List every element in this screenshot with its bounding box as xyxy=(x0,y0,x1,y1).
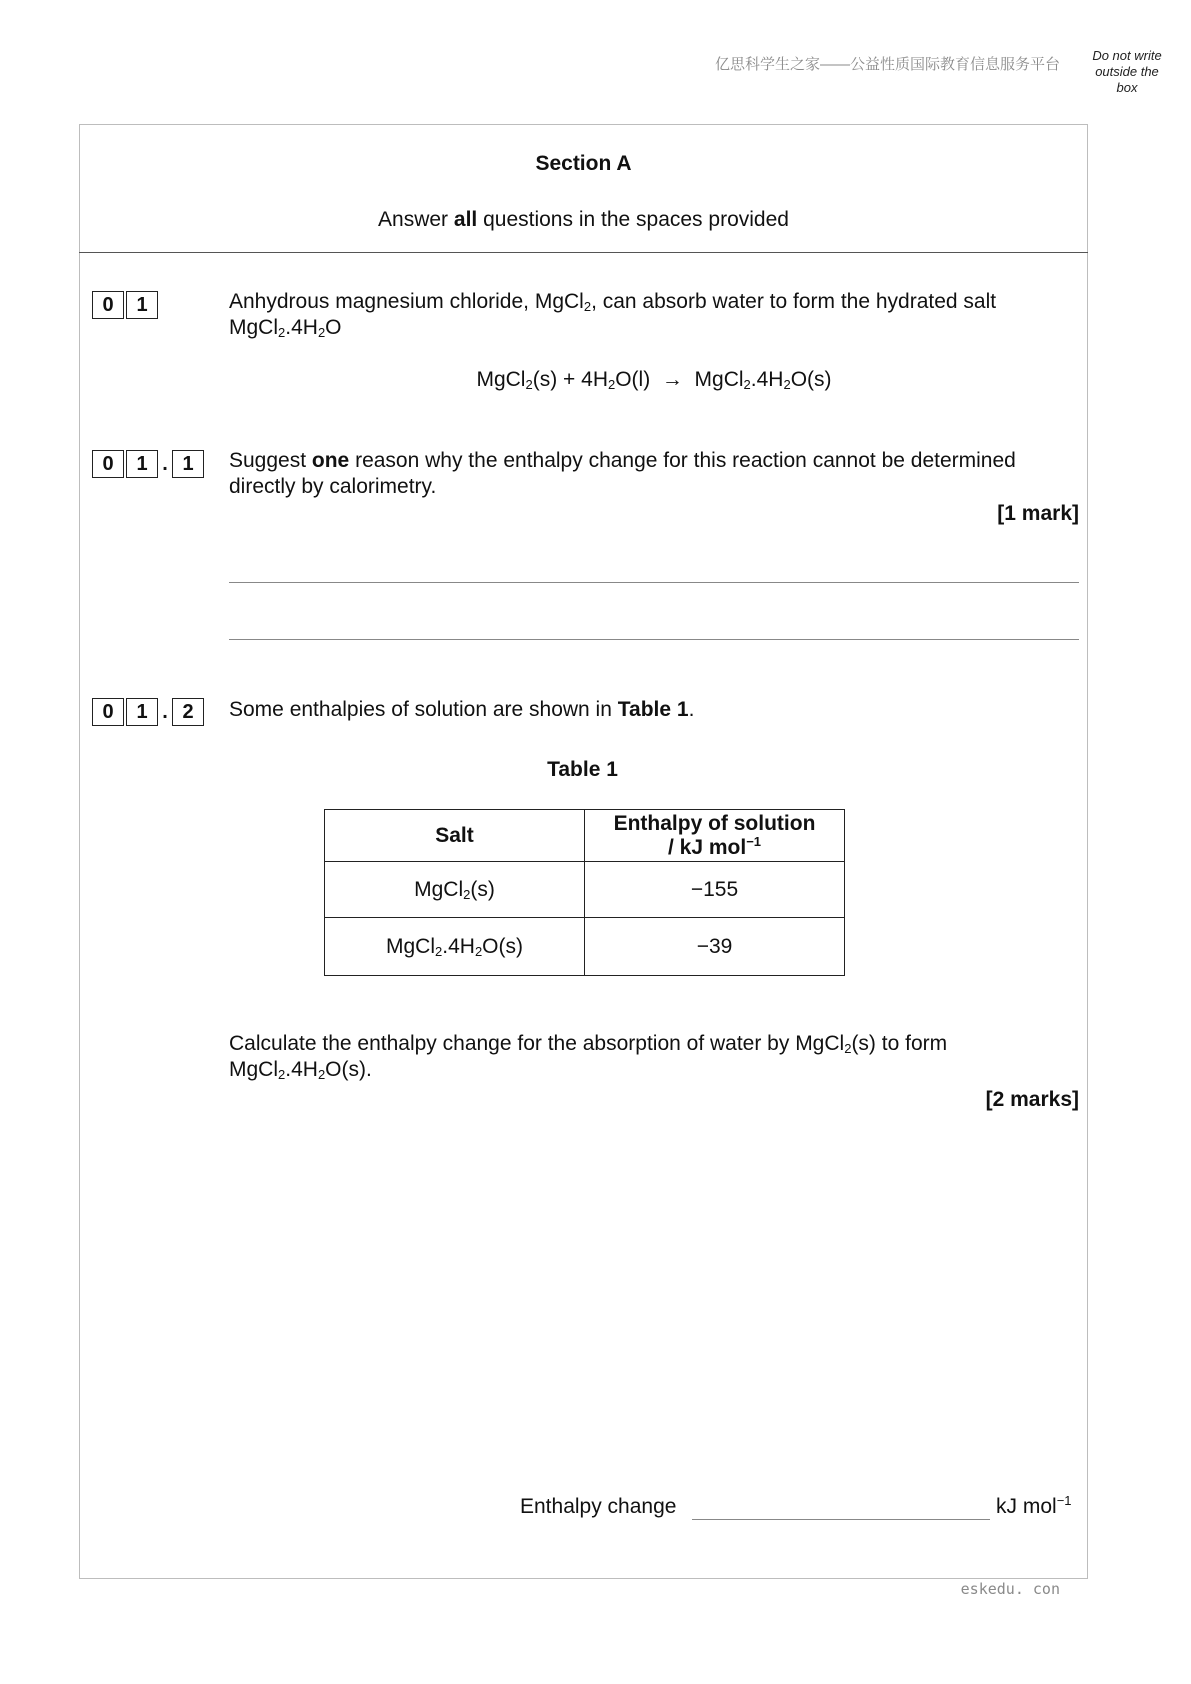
text: O(l) → MgCl xyxy=(615,368,744,391)
text: directly by calorimetry. xyxy=(229,475,437,498)
text: .4H xyxy=(285,316,318,339)
table-cell-salt xyxy=(325,918,585,976)
margin-note-line: box xyxy=(1116,80,1138,95)
subscript: 2 xyxy=(278,1067,286,1082)
answer-line[interactable] xyxy=(229,639,1079,640)
table-header-salt: Salt xyxy=(325,810,585,862)
subscript: 2 xyxy=(317,1067,326,1082)
q01-equation xyxy=(229,367,1079,393)
instruction-text: Answer xyxy=(378,208,454,231)
text: MgCl xyxy=(476,368,526,391)
q012-calc-text xyxy=(229,1031,1079,1083)
q011-marks: [1 mark] xyxy=(997,502,1079,525)
subscript: 2 xyxy=(607,377,616,392)
text: . xyxy=(688,698,695,721)
text: .4H xyxy=(750,368,784,391)
subscript: 2 xyxy=(278,325,286,340)
text: MgCl xyxy=(414,877,464,901)
table-row xyxy=(325,918,845,976)
table-row xyxy=(325,862,845,918)
question-number-01-2 xyxy=(92,698,206,726)
text: Suggest xyxy=(229,449,312,472)
text: MgCl xyxy=(386,934,436,958)
text: (s) + 4H xyxy=(532,368,608,391)
instruction-bold: all xyxy=(453,208,478,231)
table-header-enthalpy xyxy=(585,810,845,862)
text: reason why the enthalpy change for this reaction cannot be determined xyxy=(349,449,1016,472)
text: MgCl xyxy=(229,1058,279,1081)
question-digit: 1 xyxy=(126,450,158,478)
text: O xyxy=(325,316,342,339)
table-title: Table 1 xyxy=(547,758,618,781)
text: .4H xyxy=(442,934,475,958)
subscript: 2 xyxy=(463,886,471,902)
header-text: Enthalpy of solution xyxy=(613,811,816,835)
subscript: 2 xyxy=(435,943,443,959)
section-title: Section A xyxy=(535,152,632,175)
question-dot: . xyxy=(162,452,168,475)
table-cell-salt xyxy=(325,862,585,918)
question-digit: 1 xyxy=(126,698,158,726)
text: Anhydrous magnesium chloride, MgCl xyxy=(229,290,584,313)
question-digit: 0 xyxy=(92,698,124,726)
enthalpy-answer-line[interactable] xyxy=(692,1519,990,1520)
section-divider xyxy=(79,252,1088,253)
question-digit: 1 xyxy=(172,450,204,478)
text: MgCl xyxy=(229,316,279,339)
q011-text xyxy=(229,448,1079,500)
question-digit: 1 xyxy=(126,291,158,319)
text: O(s) xyxy=(790,368,832,391)
table-cell-value: −155 xyxy=(585,862,845,918)
q012-marks: [2 marks] xyxy=(985,1088,1079,1111)
subscript: 2 xyxy=(317,325,326,340)
enthalpy-table xyxy=(324,809,845,976)
text: (s) to form xyxy=(851,1032,948,1055)
answer-label: Enthalpy change xyxy=(520,1495,677,1518)
answer-line[interactable] xyxy=(229,582,1079,583)
text-bold: one xyxy=(311,449,350,472)
question-digit: 0 xyxy=(92,450,124,478)
q01-intro xyxy=(229,289,1079,341)
subscript: 2 xyxy=(743,377,751,392)
text: .4H xyxy=(285,1058,318,1081)
question-dot: . xyxy=(162,700,168,723)
text: , can absorb water to form the hydrated salt xyxy=(591,290,997,313)
text: Calculate the enthalpy change for the absorption of water by MgCl xyxy=(229,1032,845,1055)
header-site-text: 亿思科学生之家——公益性质国际教育信息服务平台 xyxy=(714,56,1060,73)
subscript: 2 xyxy=(583,299,592,314)
margin-note xyxy=(1080,48,1174,96)
question-digit: 2 xyxy=(172,698,204,726)
question-number-01 xyxy=(92,291,160,319)
header-text: / kJ mol xyxy=(667,835,747,859)
superscript: −1 xyxy=(1056,1493,1072,1508)
text-bold: Table 1 xyxy=(617,698,689,721)
table-cell-value: −39 xyxy=(585,918,845,976)
text: O(s). xyxy=(325,1058,372,1081)
margin-note-line: outside the xyxy=(1095,64,1159,79)
table-header-row xyxy=(325,810,845,862)
question-number-01-1 xyxy=(92,450,206,478)
subscript: 2 xyxy=(525,377,533,392)
subscript: 2 xyxy=(783,377,791,392)
text: kJ mol xyxy=(996,1495,1057,1518)
section-instruction xyxy=(79,208,1088,232)
answer-unit xyxy=(996,1494,1072,1520)
superscript: −1 xyxy=(746,833,762,849)
subscript: 2 xyxy=(844,1041,852,1056)
instruction-text: questions in the spaces provided xyxy=(477,208,789,231)
footer-site-text: eskedu. con xyxy=(960,1580,1060,1598)
margin-note-line: Do not write xyxy=(1092,48,1162,63)
subscript: 2 xyxy=(474,943,483,959)
q012-intro xyxy=(229,697,1079,723)
question-digit: 0 xyxy=(92,291,124,319)
text: (s) xyxy=(470,877,495,901)
text: Some enthalpies of solution are shown in xyxy=(229,698,618,721)
text: O(s) xyxy=(482,934,523,958)
